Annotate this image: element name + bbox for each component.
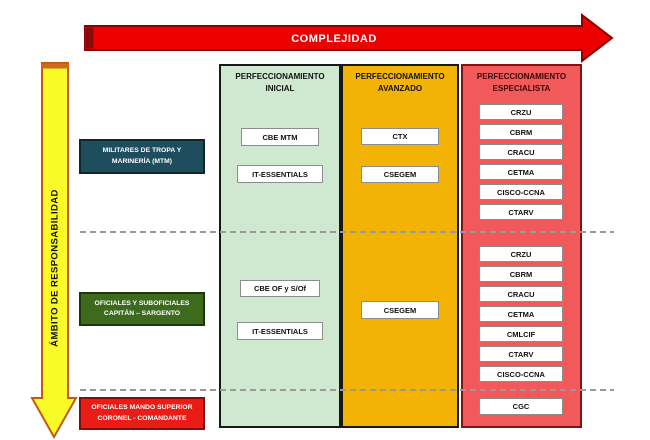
column-header-avanzado: PERFECCIONAMIENTO AVANZADO: [355, 72, 445, 93]
responsibility-arrow-label: ÁMBITO DE RESPONSABILIDAD: [49, 189, 61, 347]
course-box: CBE OF y S/Of: [240, 280, 320, 297]
course-box: CTARV: [479, 346, 563, 362]
course-box: CETMA: [479, 306, 563, 322]
course-box: IT-ESSENTIALS: [237, 322, 323, 340]
course-box: CSEGEM: [361, 166, 439, 183]
course-box: CRACU: [479, 286, 563, 302]
column-header-especialista: PERFECCIONAMIENTO ESPECIALISTA: [476, 72, 567, 93]
column-perfeccionamiento-inicial: [219, 64, 341, 428]
course-box: CSEGEM: [361, 301, 439, 319]
course-box: CBE MTM: [241, 128, 319, 146]
column-perfeccionamiento-especialista: [461, 64, 582, 428]
course-box: CISCO-CCNA: [479, 184, 563, 200]
course-box: CETMA: [479, 164, 563, 180]
row-label-mtm: MILITARES DE TROPA Y MARINERÍA (MTM): [79, 139, 205, 174]
course-box: CRZU: [479, 104, 563, 120]
row-label-oficiales-suboficiales: OFICIALES Y SUBOFICIALES CAPITÁN – SARGENTO: [79, 292, 205, 326]
course-box: CBRM: [479, 266, 563, 282]
course-box: CRZU: [479, 246, 563, 262]
course-box: CGC: [479, 398, 563, 415]
column-perfeccionamiento-avanzado: [341, 64, 459, 428]
course-box: IT-ESSENTIALS: [237, 165, 323, 183]
course-box: CRACU: [479, 144, 563, 160]
dashed-separator-lower: [80, 389, 614, 391]
course-box: CISCO-CCNA: [479, 366, 563, 382]
column-header-inicial: PERFECCIONAMIENTO INICIAL: [235, 72, 325, 93]
course-box: CTX: [361, 128, 439, 145]
row-label-mando-superior: OFICIALES MANDO SUPERIOR CORONEL - COMANDANTE: [79, 397, 205, 430]
course-box: CTARV: [479, 204, 563, 220]
course-box: CBRM: [479, 124, 563, 140]
course-box: CMLCIF: [479, 326, 563, 342]
complexity-arrow-label: COMPLEJIDAD: [291, 32, 377, 45]
dashed-separator-upper: [80, 231, 614, 233]
